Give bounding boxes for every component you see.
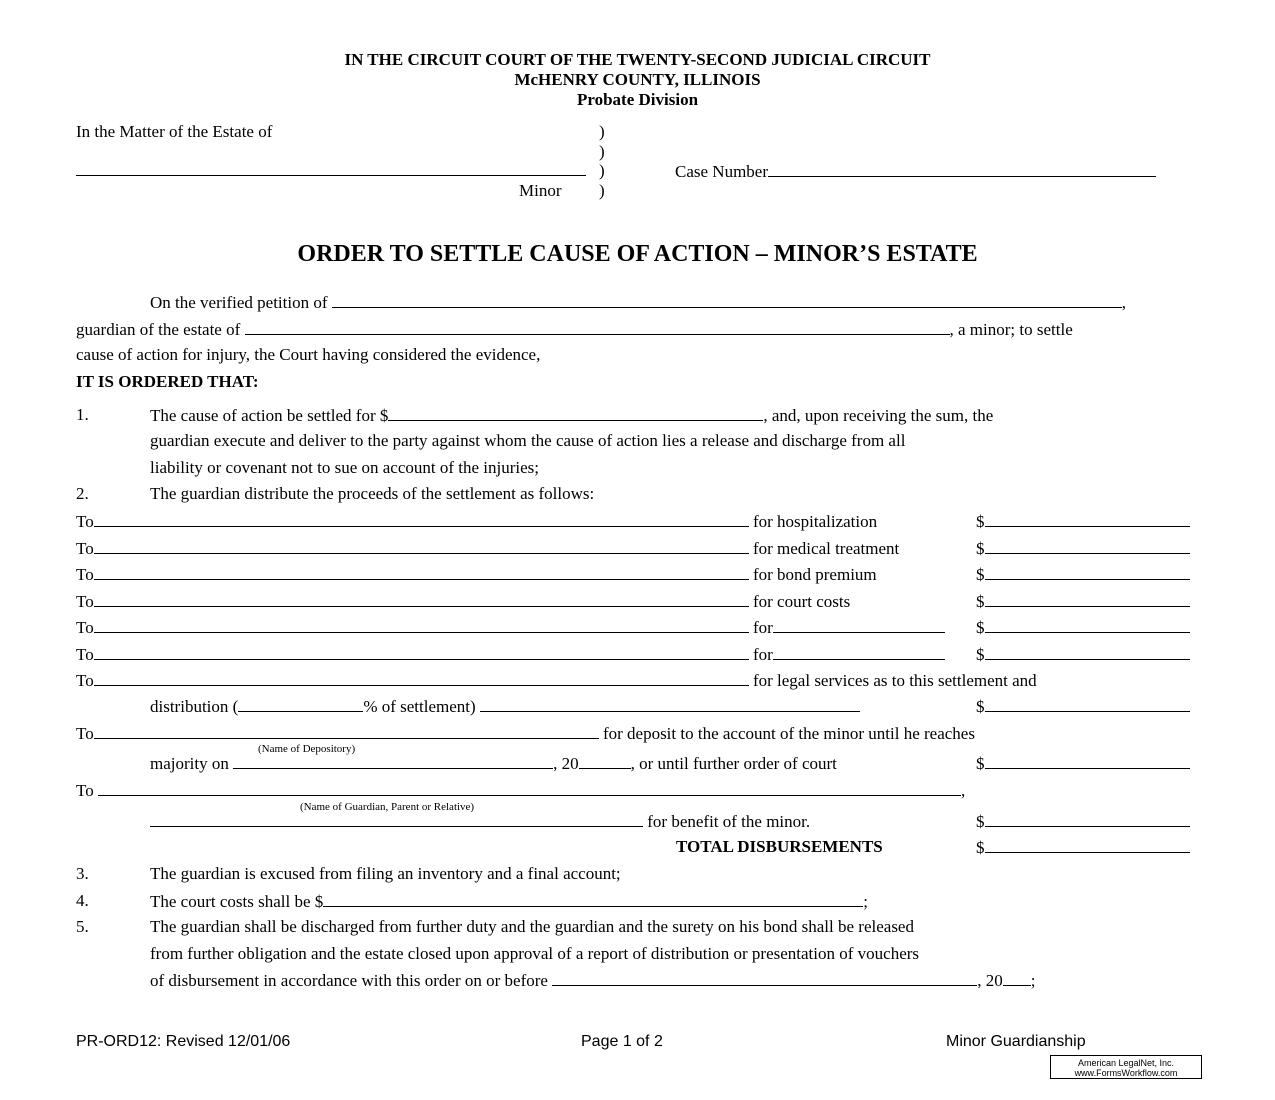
division-heading: Probate Division bbox=[576, 90, 699, 109]
dollar-sign: $ bbox=[976, 512, 985, 531]
minor-label: Minor bbox=[519, 181, 562, 200]
payee-blank[interactable] bbox=[94, 670, 749, 686]
amount-blank[interactable] bbox=[985, 564, 1190, 580]
amount-blank[interactable] bbox=[985, 591, 1190, 607]
item-text: , 20 bbox=[977, 971, 1003, 990]
to-label: To bbox=[76, 781, 94, 800]
distribution-row bbox=[76, 617, 945, 638]
to-label: To bbox=[76, 644, 94, 664]
item-text: The guardian distribute the proceeds of the settlement as follows: bbox=[150, 484, 595, 503]
item-text: guardian execute and deliver to the party against whom the cause of action lies a release and discharge from all bbox=[150, 431, 906, 450]
dollar-sign: $ bbox=[976, 838, 985, 857]
intro-text: guardian of the estate of bbox=[76, 320, 241, 339]
to-label: To bbox=[76, 724, 94, 743]
punct: ; bbox=[863, 892, 868, 911]
dollar-sign: $ bbox=[976, 565, 985, 584]
amount-blank[interactable] bbox=[985, 811, 1190, 827]
purpose-label: for bond premium bbox=[752, 565, 877, 584]
purpose-blank[interactable] bbox=[773, 644, 945, 660]
item-text: of disbursement in accordance with this order on or before bbox=[150, 971, 548, 990]
case-number-label: Case Number bbox=[675, 162, 769, 181]
logo-line: www.FormsWorkflow.com bbox=[1074, 1068, 1178, 1078]
punct: ; bbox=[1030, 971, 1036, 990]
distribution-row bbox=[76, 564, 877, 585]
depository-caption: (Name of Depository) bbox=[258, 743, 356, 755]
estate-of-label: In the Matter of the Estate of bbox=[76, 122, 273, 141]
item-text: The guardian is excused from filing an inventory and a final account; bbox=[150, 864, 621, 883]
legalnet-logo bbox=[1050, 1055, 1202, 1079]
dollar-sign: $ bbox=[976, 812, 985, 831]
paren: ) bbox=[599, 122, 605, 141]
settlement-amount-blank[interactable] bbox=[388, 405, 763, 421]
item-text: liability or covenant not to sue on account of the injuries; bbox=[150, 458, 540, 477]
form-id: PR-ORD12: Revised 12/01/06 bbox=[76, 1033, 291, 1050]
dist-text: distribution ( bbox=[150, 697, 239, 716]
intro-text: On the verified petition of bbox=[150, 293, 328, 312]
payee-blank[interactable] bbox=[94, 538, 749, 554]
guardian-extra-blank[interactable] bbox=[150, 811, 643, 827]
total-amount-blank[interactable] bbox=[985, 837, 1190, 853]
petitioner-blank[interactable] bbox=[332, 292, 1122, 308]
punct: , bbox=[960, 781, 966, 800]
purpose-label: for legal services as to this settlement and bbox=[752, 671, 1037, 690]
amount-blank[interactable] bbox=[985, 511, 1190, 527]
dollar-sign: $ bbox=[976, 697, 985, 716]
paren: ) bbox=[599, 142, 605, 161]
majority-year-blank[interactable] bbox=[579, 753, 631, 769]
distribution-row bbox=[76, 591, 850, 612]
closing-year-blank[interactable] bbox=[1003, 970, 1031, 986]
distribution-row bbox=[76, 644, 945, 665]
intro-text: , a minor; to settle bbox=[949, 320, 1073, 339]
item-text: , and, upon receiving the sum, the bbox=[763, 406, 994, 425]
page-number: Page 1 of 2 bbox=[581, 1033, 663, 1050]
item-text: The cause of action be settled for $ bbox=[150, 406, 389, 425]
dollar-sign: $ bbox=[976, 591, 985, 611]
amount-blank[interactable] bbox=[985, 696, 1190, 712]
closing-date-blank[interactable] bbox=[552, 970, 977, 986]
court-heading: IN THE CIRCUIT COURT OF THE TWENTY-SECOND JUDICIAL CIRCUIT bbox=[344, 50, 931, 69]
to-label: To bbox=[76, 538, 94, 558]
purpose-label: for court costs bbox=[752, 591, 851, 611]
payee-blank[interactable] bbox=[94, 644, 749, 660]
dist-text: , 20 bbox=[553, 754, 579, 773]
amount-blank[interactable] bbox=[985, 538, 1190, 554]
item-text: from further obligation and the estate closed upon approval of a report of distribution or presentation of vouchers bbox=[150, 944, 920, 963]
depository-blank[interactable] bbox=[94, 723, 599, 739]
legal-payee-blank[interactable] bbox=[480, 696, 860, 712]
dist-text: , or until further order of court bbox=[630, 754, 837, 773]
item-number: 4. bbox=[76, 891, 89, 910]
to-label: To bbox=[76, 671, 94, 690]
purpose-label: for medical treatment bbox=[752, 538, 900, 558]
to-label: To bbox=[76, 591, 94, 611]
item-text: The court costs shall be $ bbox=[150, 892, 324, 911]
to-label: To bbox=[76, 565, 94, 584]
purpose-label: for bbox=[752, 644, 773, 664]
dist-text: for deposit to the account of the minor until he reaches bbox=[602, 724, 975, 743]
dollar-sign: $ bbox=[976, 618, 985, 637]
item-number: 1. bbox=[76, 405, 89, 424]
item-text: The guardian shall be discharged from further duty and the guardian and the surety on his bond shall be released bbox=[150, 917, 914, 936]
amount-blank[interactable] bbox=[985, 753, 1190, 769]
total-label: TOTAL DISBURSEMENTS bbox=[676, 837, 883, 856]
item-number: 5. bbox=[76, 917, 89, 936]
document-title: ORDER TO SETTLE CAUSE OF ACTION – MINOR’S ESTATE bbox=[297, 241, 978, 267]
ordered-heading: IT IS ORDERED THAT: bbox=[76, 372, 259, 391]
logo-line: American LegalNet, Inc. bbox=[1077, 1058, 1175, 1068]
paren: ) bbox=[599, 161, 605, 180]
minor-name-blank[interactable] bbox=[245, 319, 950, 335]
distribution-row bbox=[76, 538, 899, 559]
paren: ) bbox=[599, 181, 605, 200]
case-number-blank[interactable] bbox=[768, 161, 1156, 177]
to-label: To bbox=[76, 618, 94, 637]
item-number: 2. bbox=[76, 484, 89, 503]
item-number: 3. bbox=[76, 864, 89, 883]
percent-blank[interactable] bbox=[238, 696, 363, 712]
dist-text: % of settlement) bbox=[363, 697, 476, 716]
form-category: Minor Guardianship bbox=[946, 1033, 1086, 1050]
dist-text: for benefit of the minor. bbox=[647, 812, 811, 831]
case-number-field bbox=[675, 161, 1156, 182]
guardian-name-blank[interactable] bbox=[98, 780, 961, 796]
purpose-label: for bbox=[752, 618, 773, 637]
dollar-sign: $ bbox=[976, 644, 985, 664]
purpose-blank[interactable] bbox=[773, 617, 945, 633]
payee-blank[interactable] bbox=[94, 591, 749, 607]
payee-blank[interactable] bbox=[94, 564, 749, 580]
guardian-caption: (Name of Guardian, Parent or Relative) bbox=[300, 801, 475, 813]
majority-date-blank[interactable] bbox=[233, 753, 553, 769]
dollar-sign: $ bbox=[976, 754, 985, 773]
to-label: To bbox=[76, 512, 94, 531]
court-costs-blank[interactable] bbox=[323, 891, 863, 907]
county-heading: McHENRY COUNTY, ILLINOIS bbox=[514, 70, 761, 89]
amount-blank[interactable] bbox=[985, 644, 1190, 660]
punct: , bbox=[1121, 293, 1127, 312]
purpose-label: for hospitalization bbox=[752, 512, 878, 531]
payee-blank[interactable] bbox=[94, 617, 749, 633]
dollar-sign: $ bbox=[976, 538, 985, 558]
distribution-row bbox=[76, 670, 1037, 691]
intro-text: cause of action for injury, the Court having considered the evidence, bbox=[76, 345, 541, 364]
amount-blank[interactable] bbox=[985, 617, 1190, 633]
payee-blank[interactable] bbox=[94, 511, 749, 527]
estate-name-blank[interactable] bbox=[76, 160, 586, 176]
dist-text: majority on bbox=[150, 754, 229, 773]
distribution-row bbox=[76, 511, 877, 532]
